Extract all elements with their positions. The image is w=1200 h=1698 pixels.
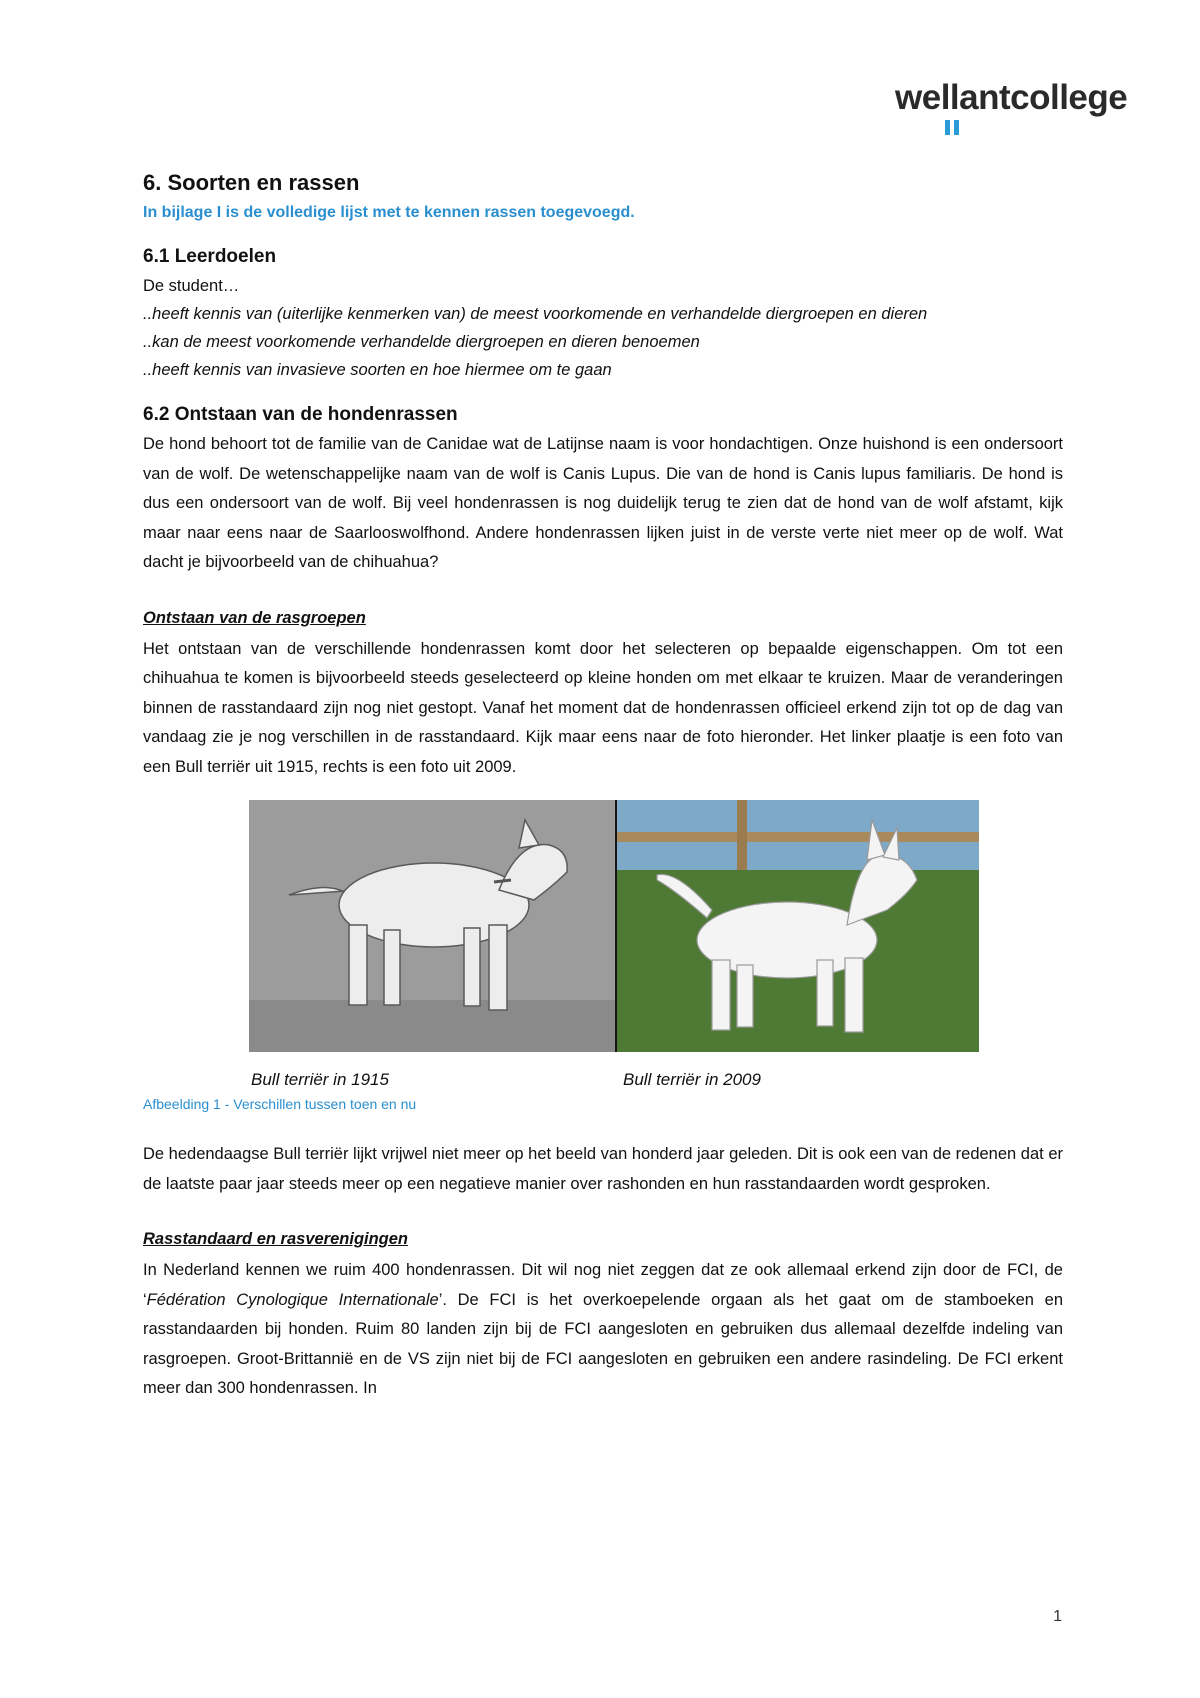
- origin-heading: 6.2 Ontstaan van de hondenrassen: [143, 404, 458, 425]
- learning-goals-list: [143, 300, 1063, 384]
- standards-paragraph: [143, 1256, 1063, 1404]
- list-item: ..heeft kennis van (uiterlijke kenmerken van) de meest voorkomende en verhandelde diergroepen en dieren: [143, 305, 928, 323]
- figure-captions: [143, 1070, 1063, 1096]
- logo-text: wellantcollege: [895, 78, 1128, 117]
- fci-full-name: Fédération Cynologique Internationale: [146, 1290, 439, 1309]
- learning-goals-lead: De student…: [143, 277, 240, 295]
- bull-terrier-2009-photo: [617, 800, 979, 1052]
- page-number: 1: [1053, 1608, 1062, 1625]
- wellantcollege-logo: [895, 80, 1140, 140]
- caption-left: Bull terriër in 1915: [251, 1070, 389, 1089]
- standards-text-after: ’. De FCI is het overkoepelende orgaan als het gaat om de stamboeken en rasstandaarden bij honden. Ruim 80 landen zijn bij de FCI aangesloten en gebruiken dus allemaal dezelfde indeling van rasgroepen. Groot-Brittannië en de VS zijn niet bij de FCI aangesloten en gebruiken een andere rasindeling. De FCI erkent meer dan 300 hondenrassen. In: [143, 1290, 1063, 1397]
- caption-right: Bull terriër in 2009: [623, 1070, 761, 1089]
- learning-goals-heading: 6.1 Leerdoelen: [143, 246, 277, 267]
- section-intro: In bijlage I is de volledige lijst met te kennen rassen toegevoegd.: [143, 204, 635, 221]
- list-item: ..heeft kennis van invasieve soorten en hoe hiermee om te gaan: [143, 361, 612, 379]
- logo-mark-icon: [945, 120, 963, 140]
- breed-groups-paragraph: Het ontstaan van de verschillende hondenrassen komt door het selecteren op bepaalde eigenschappen. Om tot een chihuahua te komen is bijvoorbeeld steeds geselecteerd op kleine honden om met elkaar te kruizen. Maar de veranderingen binnen de rasstandaard zijn nog niet gestopt. Vanaf het moment dat de hondenrassen officieel erkend zijn tot op de dag van vandaag zie je nog verschillen in de rasstandaard. Kijk maar eens naar de foto hieronder. Het linker plaatje is een foto van een Bull terriër uit 1915, rechts is een foto uit 2009.: [143, 639, 1063, 776]
- bull-terrier-figure: [143, 800, 1063, 1070]
- bull-terrier-1915-photo: [249, 800, 617, 1052]
- origin-paragraph: De hond behoort tot de familie van de Canidae wat de Latijnse naam is voor hondachtigen. Onze huishond is een ondersoort van de wolf. De wetenschappelijke naam van de wolf is Canis Lupus. Die van de hond is Canis lupus familiaris. De hond is dus een ondersoort van de wolf. Bij veel hondenrassen is nog duidelijk terug te zien dat de hond van de wolf afstamt, kijk maar naar eens naar de Saarlooswolfhond. Andere hondenrassen lijken juist in de verste verte niet meer op de wolf. Wat dacht je bijvoorbeeld van de chihuahua?: [143, 435, 1063, 571]
- standards-text-before: In Nederland kennen we ruim 400 hondenrassen. Dit wil nog niet zeggen dat ze ook allemaal erkend zijn door de FCI, de ‘: [143, 1261, 1063, 1309]
- document-body: [143, 170, 1063, 1422]
- figure-label: Afbeelding 1 - Verschillen tussen toen en nu: [143, 1096, 417, 1112]
- section-title: 6. Soorten en rassen: [143, 170, 360, 195]
- standards-heading: Rasstandaard en rasverenigingen: [143, 1230, 409, 1248]
- list-item: ..kan de meest voorkomende verhandelde diergroepen en dieren benoemen: [143, 333, 700, 351]
- after-figure-paragraph: De hedendaagse Bull terriër lijkt vrijwel niet meer op het beeld van honderd jaar geleden. Dit is ook een van de redenen dat er de laatste paar jaar steeds meer op een negatieve manier over rashonden en hun rasstandaarden wordt gesproken.: [143, 1145, 1063, 1193]
- breed-groups-heading: Ontstaan van de rasgroepen: [143, 608, 366, 627]
